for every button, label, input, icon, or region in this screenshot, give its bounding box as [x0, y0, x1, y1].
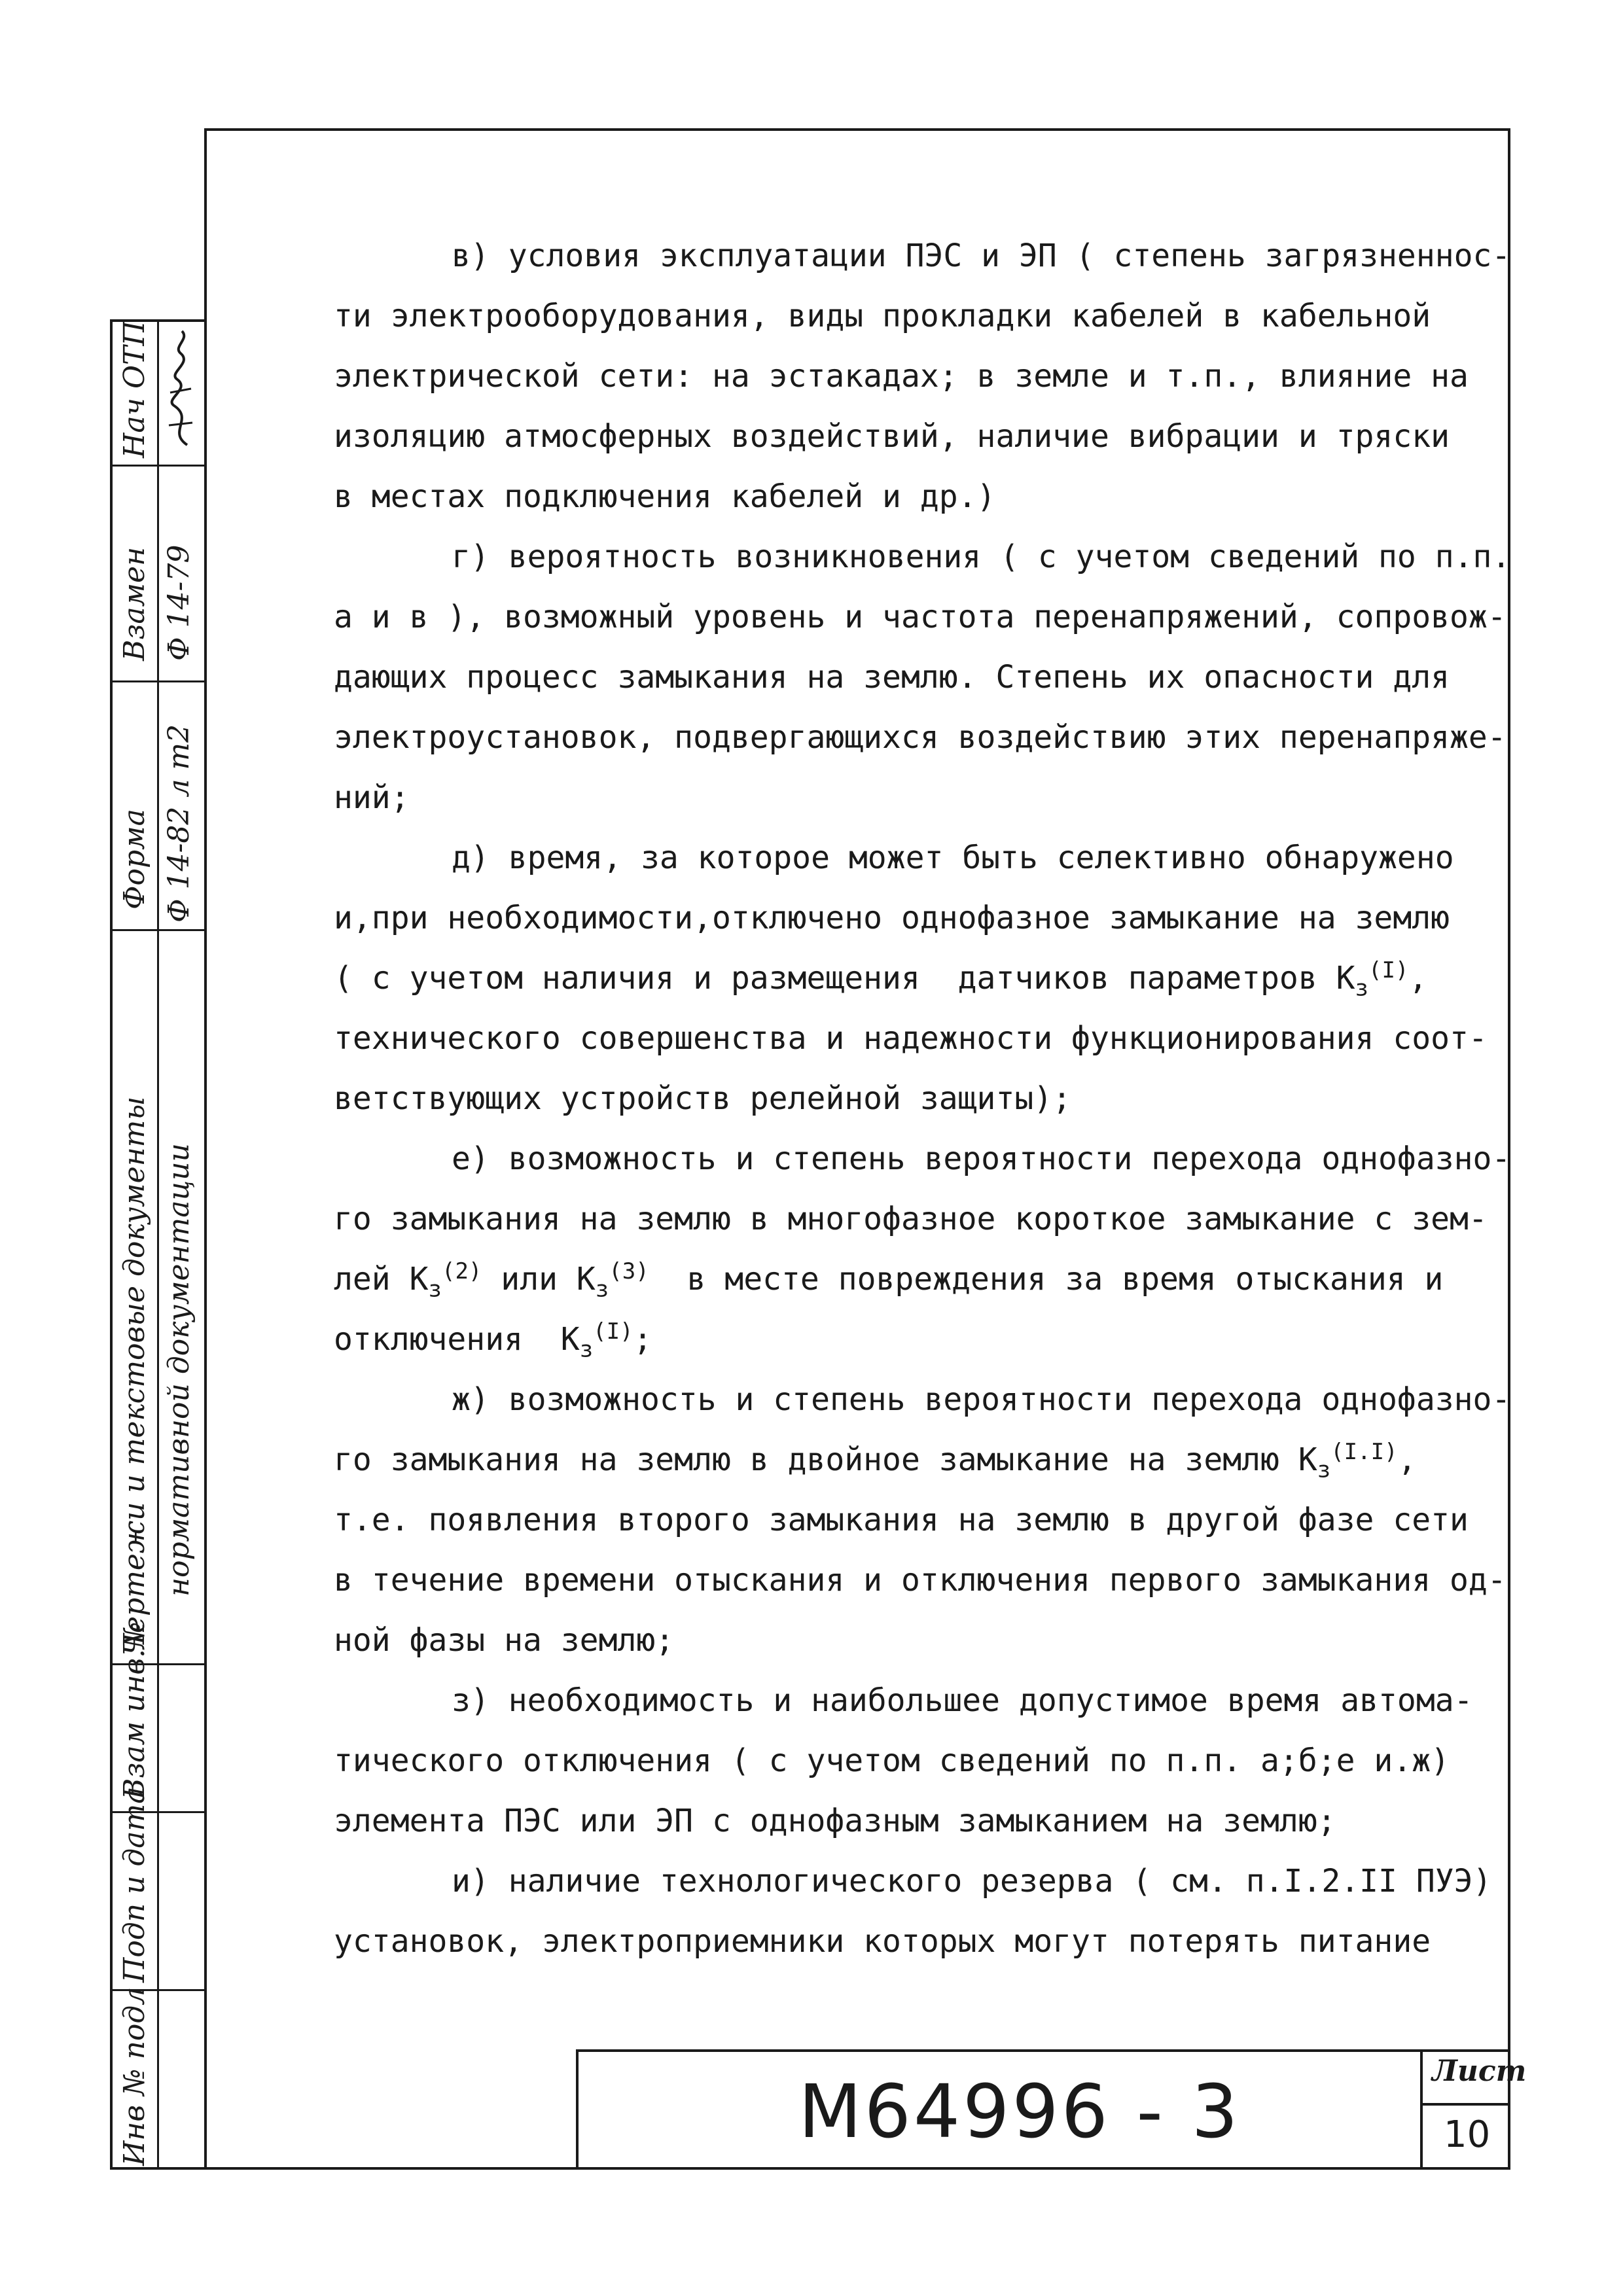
text-line: лей $К_з^{(2)}$ или $К_з^{(3)}$ в месте повреждения за время отыскания и: [334, 1258, 1444, 1303]
text-line: го замыкания на землю в многофазное короткое замыкание с зем-: [334, 1201, 1488, 1237]
text-line: ветствующих устройств релейной защиты);: [334, 1080, 1072, 1117]
text-line: ж) возможность и степень вероятности перехода однофазно-: [452, 1381, 1511, 1418]
replace-value: Ф 14-79: [162, 544, 196, 661]
document-number: М64996 - 3: [798, 2070, 1241, 2155]
form-value: Ф 14-82 л т2: [162, 724, 196, 923]
text-line: установок, электроприемники которых могут потерять питание: [334, 1923, 1431, 1960]
text-line: в местах подключения кабелей и др.): [334, 478, 996, 515]
text-line: технического совершенства и надежности функционирования соот-: [334, 1020, 1488, 1057]
replace-inv-label: Взам инв.№: [118, 1621, 151, 1799]
text-line: тического отключения ( с учетом сведений по п.п. а;б;е и.ж): [334, 1742, 1450, 1779]
text-line: дающих процесс замыкания на землю. Степень их опасности для: [334, 659, 1450, 696]
text-line: и,при необходимости,отключено однофазное замыкание на землю: [334, 900, 1450, 936]
text-line: отключения $К_з^{(I)}$;: [334, 1318, 652, 1363]
text-line: электроустановок, подвергающихся воздействию этих перенапряже-: [334, 719, 1507, 756]
sign-date-label: Подп и дата: [118, 1786, 151, 1983]
text-line: в течение времени отыскания и отключения первого замыкания од-: [334, 1562, 1507, 1598]
text-line: з) необходимость и наибольшее допустимое время автома-: [452, 1682, 1473, 1719]
text-line: го замыкания на землю в двойное замыкание на землю $К_з^{(I.I)}$,: [334, 1439, 1417, 1483]
text-line: ний;: [334, 779, 410, 816]
text-line: а и в ), возможный уровень и частота перенапряжений, сопровож-: [334, 599, 1507, 635]
drawings-label: Чертежи и текстовые документы: [118, 1096, 151, 1655]
inv-no-orig-label: Инв № подл: [118, 1987, 151, 2166]
sheet-label: Лист: [1432, 2055, 1527, 2088]
signature-icon: [161, 327, 199, 451]
text-line: в) условия эксплуатации ПЭС и ЭП ( степень загрязненнос-: [452, 238, 1511, 274]
text-line: электрической сети: на эстакадах; в земле и т.п., влияние на: [334, 358, 1469, 395]
form-label: Форма: [118, 809, 151, 910]
replace-label: Взамен: [118, 546, 151, 661]
text-line: и) наличие технологического резерва ( см. п.I.2.II ПУЭ): [452, 1863, 1492, 1899]
text-line: т.е. появления второго замыкания на землю в другой фазе сети: [334, 1502, 1469, 1538]
text-line: д) время, за которое может быть селективно обнаружено: [452, 839, 1454, 876]
normative-label: нормативной документации: [162, 1143, 196, 1597]
text-line: ти электрооборудования, виды прокладки кабелей в кабельной: [334, 298, 1431, 334]
text-line: ной фазы на землю;: [334, 1622, 675, 1659]
text-line: г) вероятность возникновения ( с учетом сведений по п.п.: [452, 539, 1511, 575]
document-body: [334, 226, 1511, 1971]
text-line: ( с учетом наличия и размещения датчиков параметров $К_з^{(I)}$,: [334, 957, 1428, 1002]
text-line: элемента ПЭС или ЭП с однофазным замыканием на землю;: [334, 1803, 1336, 1839]
text-line: е) возможность и степень вероятности перехода однофазно-: [452, 1140, 1511, 1177]
head-label: Нач ОТП: [118, 321, 151, 458]
text-line: изоляцию атмосферных воздействий, наличие вибрации и тряски: [334, 418, 1450, 455]
sheet-number: 10: [1444, 2113, 1491, 2156]
